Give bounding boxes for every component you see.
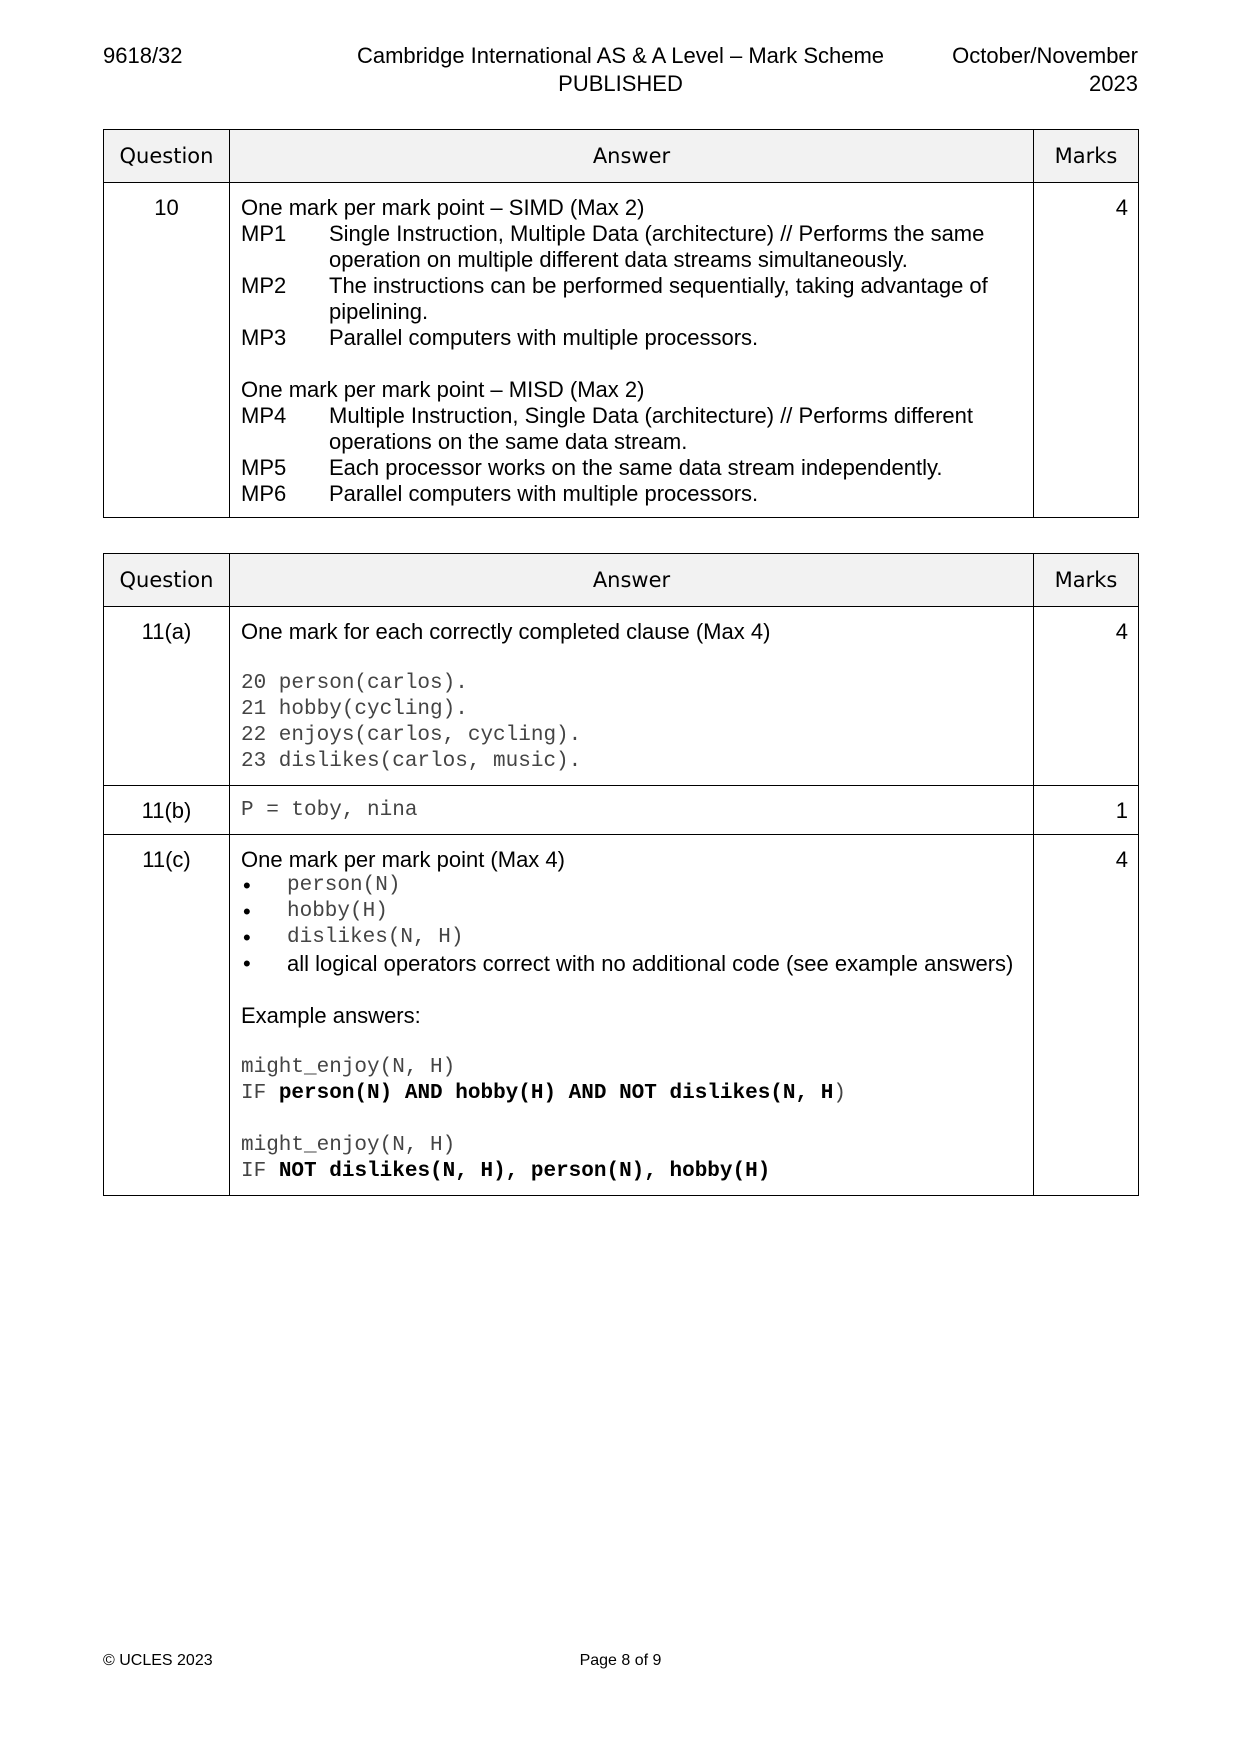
simd-heading: One mark per mark point – SIMD (Max 2) <box>241 195 645 220</box>
marks-value: 4 <box>1034 607 1139 786</box>
bullet-icon: • <box>243 925 251 950</box>
bullet-icon: • <box>243 873 251 898</box>
table-row <box>104 607 1139 786</box>
answer-cell <box>230 835 1034 1196</box>
answer-cell <box>230 183 1034 518</box>
question-number: 11(a) <box>104 607 230 786</box>
copyright: © UCLES 2023 <box>103 1652 213 1669</box>
example-heading: Example answers: <box>241 1003 421 1028</box>
answer-header: Answer <box>230 130 1034 183</box>
code-line: might_enjoy(N, H) <box>241 1134 456 1157</box>
table-header-row <box>104 130 1139 183</box>
code-line: 20 person(carlos). <box>241 672 468 695</box>
marks-value: 4 <box>1034 183 1139 518</box>
table-row <box>104 835 1139 1196</box>
page-number: Page 8 of 9 <box>579 1652 662 1669</box>
bullet-icon: • <box>243 951 251 976</box>
answer-cell <box>230 786 1034 835</box>
table-row <box>104 786 1139 835</box>
mark-point: MP1 Single Instruction, Multiple Data (architecture) // Performs the same operation on multiple different data streams simultaneously. <box>241 221 985 272</box>
question-number: 11(c) <box>104 835 230 1196</box>
status-line: PUBLISHED <box>558 71 683 96</box>
list-item: • hobby(H) <box>243 899 388 924</box>
code-line: IF person(N) AND hobby(H) AND NOT dislikes(N, H) <box>241 1082 846 1105</box>
code-line: IF NOT dislikes(N, H), person(N), hobby(H) <box>241 1160 771 1183</box>
question-number: 10 <box>104 183 230 518</box>
code-line: might_enjoy(N, H) <box>241 1056 456 1079</box>
question-header: Question <box>104 130 230 183</box>
answer-cell <box>230 607 1034 786</box>
question-header: Question <box>104 554 230 607</box>
mark-point: MP2 The instructions can be performed sequentially, taking advantage of pipelining. <box>241 273 988 324</box>
list-item: • all logical operators correct with no additional code (see example answers) <box>243 951 1014 976</box>
list-item: • person(N) <box>243 873 401 898</box>
mark-point: MP3 Parallel computers with multiple processors. <box>241 325 759 350</box>
question-number: 11(b) <box>104 786 230 835</box>
code-line: 21 hobby(cycling). <box>241 698 468 721</box>
year-line: 2023 <box>1089 71 1138 96</box>
mark-table-q10 <box>103 129 1139 518</box>
answer-heading: One mark per mark point (Max 4) <box>241 847 565 872</box>
list-item: • dislikes(N, H) <box>243 925 464 950</box>
misd-heading: One mark per mark point – MISD (Max 2) <box>241 377 645 402</box>
code-line: 23 dislikes(carlos, music). <box>241 750 582 773</box>
bullet-icon: • <box>243 899 251 924</box>
table-header-row <box>104 554 1139 607</box>
table-row <box>104 183 1139 518</box>
marks-value: 1 <box>1034 786 1139 835</box>
marks-value: 4 <box>1034 835 1139 1196</box>
exam-session <box>918 42 1138 98</box>
code-line: P = toby, nina <box>241 799 418 822</box>
answer-heading: One mark for each correctly completed clause (Max 4) <box>241 619 771 644</box>
mark-point: MP6 Parallel computers with multiple processors. <box>241 481 759 506</box>
answer-header: Answer <box>230 554 1034 607</box>
paper-code: 9618/32 <box>103 43 183 68</box>
mark-point: MP4 Multiple Instruction, Single Data (architecture) // Performs different operations on the same data stream. <box>241 403 973 454</box>
title-line: Cambridge International AS & A Level – Mark Scheme <box>356 43 885 68</box>
marks-header: Marks <box>1034 130 1139 183</box>
code-line: 22 enjoys(carlos, cycling). <box>241 724 582 747</box>
marks-header: Marks <box>1034 554 1139 607</box>
mark-point: MP5 Each processor works on the same data stream independently. <box>241 455 943 480</box>
mark-table-q11 <box>103 553 1139 1196</box>
session-line: October/November <box>952 43 1138 68</box>
